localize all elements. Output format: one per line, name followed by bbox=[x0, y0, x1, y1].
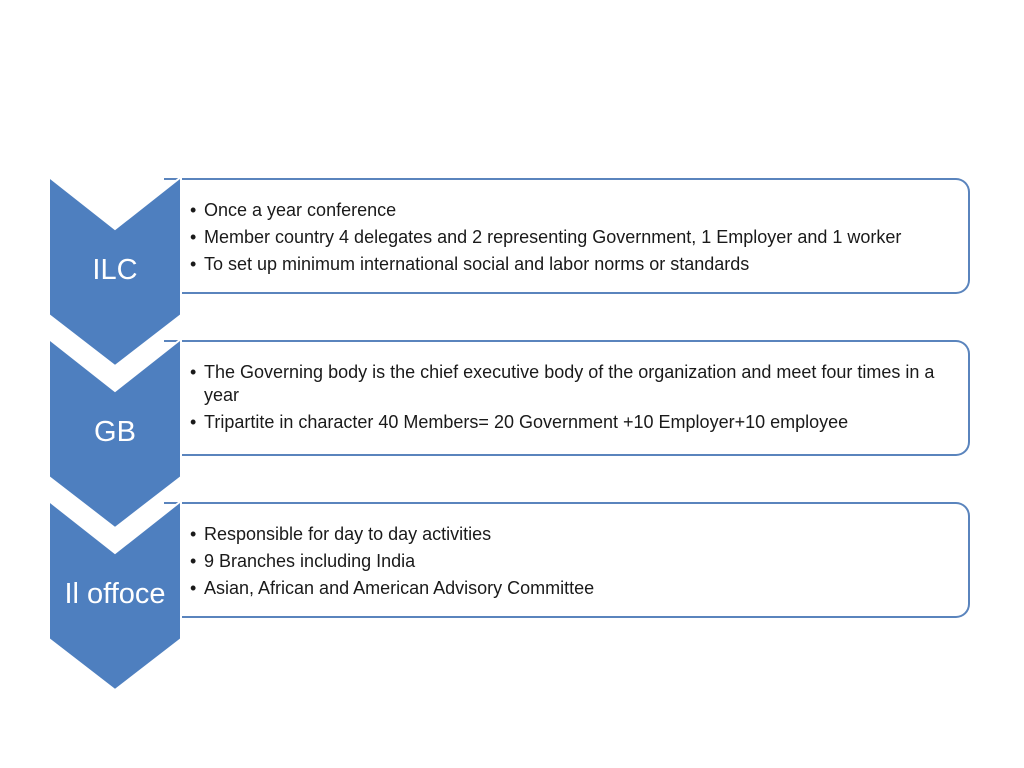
bullet-item: • 9 Branches including India bbox=[188, 550, 960, 573]
stage-il-office-bullets bbox=[188, 523, 960, 600]
stage-gb-label: GB bbox=[94, 416, 136, 448]
bullet-item: • The Governing body is the chief executive body of the organization and meet four times in a year bbox=[188, 361, 960, 407]
stage-ilc-bullets bbox=[188, 199, 960, 276]
stage-ilc-textbox bbox=[164, 178, 970, 294]
stage-gb-bullets bbox=[188, 361, 960, 434]
stage-il-office-textbox bbox=[164, 502, 970, 618]
bullet-item: • Once a year conference bbox=[188, 199, 960, 222]
stage-ilc-label: ILC bbox=[92, 254, 138, 286]
bullet-item: • Member country 4 delegates and 2 representing Government, 1 Employer and 1 worker bbox=[188, 226, 960, 249]
bullet-item: • Responsible for day to day activities bbox=[188, 523, 960, 546]
stage-gb-textbox bbox=[164, 340, 970, 456]
bullet-item: • To set up minimum international social and labor norms or standards bbox=[188, 253, 960, 276]
stage-il-office bbox=[0, 500, 1024, 690]
bullet-item: • Asian, African and American Advisory Committee bbox=[188, 577, 960, 600]
bullet-item: • Tripartite in character 40 Members= 20 Government +10 Employer+10 employee bbox=[188, 411, 960, 434]
stage-il-office-label: Il offoce bbox=[64, 578, 166, 610]
